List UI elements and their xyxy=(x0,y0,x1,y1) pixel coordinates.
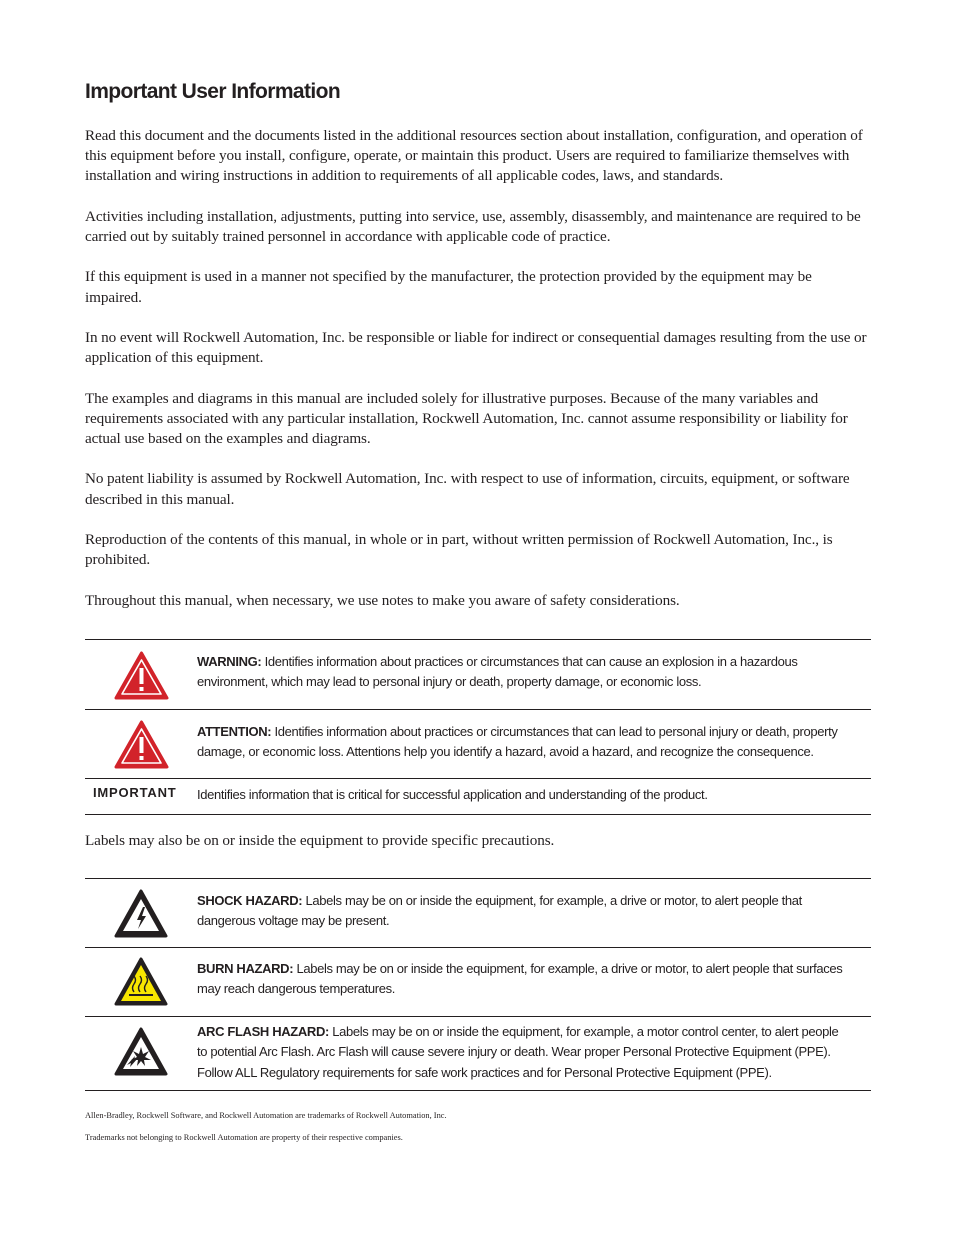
attention-text: Identifies information about practices or circumstances that can lead to personal injury or death, property damage, or economic loss. Attentions help you identify a hazard, avoid a hazard, and recognize the consequence. xyxy=(197,723,838,760)
arc-flash-icon xyxy=(114,1027,168,1077)
attention-note-row xyxy=(85,709,871,778)
important-text: Identifies information that is critical for successful application and understanding of the product. xyxy=(197,778,871,814)
arc-flash-hazard-label: ARC FLASH HAZARD: xyxy=(197,1023,329,1039)
paragraph-liability: In no event will Rockwell Automation, Inc. be responsible or liable for indirect or consequential damages resulting from the use or application of this equipment. xyxy=(85,328,867,367)
arc-flash-hazard-text: Labels may be on or inside the equipment, for example, a motor control center, to alert people to potential Arc Flash. Arc Flash will cause severe injury or death. Wear proper Personal Protective Equipment (PPE). Follow ALL Regulatory requirements for safe work practices and for Personal Protective Equipment (PPE). xyxy=(197,1023,839,1080)
warning-triangle-icon xyxy=(114,720,169,769)
burn-hazard-text: Labels may be on or inside the equipment, for example, a drive or motor, to alert people that surfaces may reach dangerous temperatures. xyxy=(197,960,843,997)
shock-hazard-text: Labels may be on or inside the equipment, for example, a drive or motor, to alert people that dangerous voltage may be present. xyxy=(197,892,802,929)
burn-hazard-label: BURN HAZARD: xyxy=(197,960,294,976)
attention-label: ATTENTION: xyxy=(197,723,272,739)
paragraph-protection-impaired: If this equipment is used in a manner not specified by the manufacturer, the protection provided by the equipment may be impaired. xyxy=(85,268,812,306)
labels-intro: Labels may also be on or inside the equipment to provide specific precautions. xyxy=(85,831,555,849)
footer-trademark-line: Allen-Bradley, Rockwell Software, and Rockwell Automation are trademarks of Rockwell Automation, Inc. xyxy=(85,1110,447,1120)
shock-hazard-row xyxy=(85,878,871,947)
safety-notes-table xyxy=(85,639,871,815)
hazard-labels-table xyxy=(85,878,871,1091)
important-label: IMPORTANT xyxy=(93,784,177,800)
document-page xyxy=(85,76,871,1143)
arc-flash-hazard-row xyxy=(85,1016,871,1090)
burn-hazard-icon xyxy=(114,957,168,1007)
shock-hazard-icon xyxy=(114,889,168,939)
burn-hazard-row xyxy=(85,947,871,1016)
warning-label: WARNING: xyxy=(197,653,262,669)
footer-third-party-line: Trademarks not belonging to Rockwell Automation are property of their respective companies. xyxy=(85,1132,403,1142)
shock-hazard-label: SHOCK HAZARD: xyxy=(197,892,303,908)
warning-text: Identifies information about practices or circumstances that can cause an explosion in a hazardous environment, which may lead to personal injury or death, property damage, or economic loss. xyxy=(197,653,798,690)
paragraph-notes-intro: Throughout this manual, when necessary, we use notes to make you aware of safety considerations. xyxy=(85,591,680,609)
important-note-row xyxy=(85,778,871,814)
page-title: Important User Information xyxy=(85,80,341,103)
footer xyxy=(85,1110,871,1143)
warning-note-row xyxy=(85,639,871,709)
paragraph-reproduction: Reproduction of the contents of this manual, in whole or in part, without written permission of Rockwell Automation, Inc., is prohibited. xyxy=(85,530,833,569)
paragraph-read-document: Read this document and the documents listed in the additional resources section about installation, configuration, and operation of this equipment before you install, configure, operate, or maintain this product. Users are required to familiarize themselves with installation and wiring instructions in addition to requirements of all applicable codes, laws, and standards. xyxy=(85,127,863,185)
paragraph-patent-liability: No patent liability is assumed by Rockwell Automation, Inc. with respect to use of information, circuits, equipment, or software described in this manual. xyxy=(85,470,850,508)
paragraph-trained-personnel: Activities including installation, adjustments, putting into service, use, assembly, disassembly, and maintenance are required to be carried out by suitably trained personnel in accordance with applicable code of practice. xyxy=(85,207,861,245)
paragraph-examples-diagrams: The examples and diagrams in this manual are included solely for illustrative purposes. Because of the many variables and requirements associated with any particular installation, Rockwell Automation, Inc. cannot assume responsibility or liability for actual use based on the examples and diagrams. xyxy=(85,389,848,447)
warning-triangle-icon xyxy=(114,651,169,700)
